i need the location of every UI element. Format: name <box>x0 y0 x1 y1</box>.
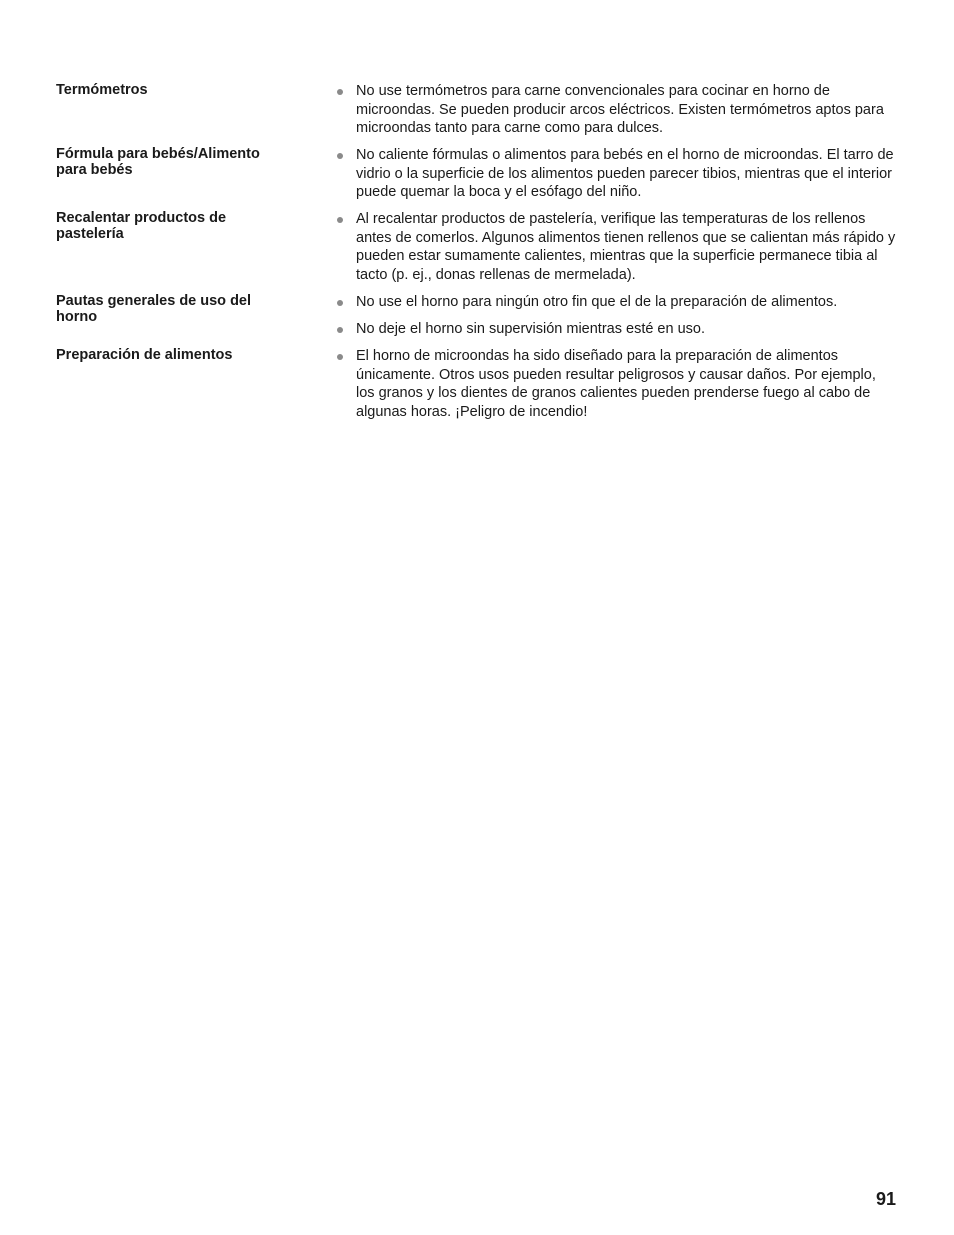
bullet-text: Al recalentar productos de pastelería, verifique las temperaturas de los rellenos antes de comerlos. Algunos alimentos tienen rellenos que se calientan más rápido y pueden estar sumamente calientes, mientras que la superficie permanece tibia al tacto (p. ej., donas rellenas de mermelada). <box>356 211 896 283</box>
list-item <box>336 82 898 138</box>
bullet-icon <box>337 89 343 95</box>
bullet-list <box>336 210 898 293</box>
bullet-text: El horno de microondas ha sido diseñado para la preparación de alimentos únicamente. Otros usos pueden resultar peligrosos y causar daños. Por ejemplo, los granos y los dientes de granos calientes pueden prenderse fuego al cabo de algunas horas. ¡Peligro de incendio! <box>356 348 876 420</box>
bullet-text: No caliente fórmulas o alimentos para bebés en el horno de microondas. El tarro de vidrio o la superficie de los alimentos pueden parecer tibios, mientras que el interior puede quemar la boca y el esófago del niño. <box>356 147 894 200</box>
section-heading: Termómetros <box>56 82 148 98</box>
section-heading: Fórmula para bebés/Alimento para bebés <box>56 146 260 178</box>
bullet-list <box>336 82 898 146</box>
bullet-icon <box>337 217 343 223</box>
list-item <box>336 293 898 312</box>
bullet-list <box>336 347 898 430</box>
section-heading: Preparación de alimentos <box>56 347 233 363</box>
bullet-text: No deje el horno sin supervisión mientras esté en uso. <box>356 321 705 337</box>
page-number: 91 <box>875 1189 896 1209</box>
list-item <box>336 210 898 284</box>
section-heading: Pautas generales de uso del horno <box>56 293 252 325</box>
bullet-text: No use el horno para ningún otro fin que el de la preparación de alimentos. <box>356 294 838 310</box>
list-item <box>336 320 898 339</box>
bullet-text: No use termómetros para carne convencionales para cocinar en horno de microondas. Se pueden producir arcos eléctricos. Existen termómetros aptos para microondas tanto para carne como para dulces. <box>356 83 884 136</box>
list-item <box>336 347 898 421</box>
bullet-icon <box>337 300 343 306</box>
section-heading: Recalentar productos de pastelería <box>56 210 227 242</box>
bullet-list <box>336 293 898 347</box>
list-item <box>336 146 898 202</box>
bullet-list <box>336 146 898 210</box>
bullet-icon <box>337 153 343 159</box>
bullet-icon <box>337 354 343 360</box>
bullet-icon <box>337 327 343 333</box>
